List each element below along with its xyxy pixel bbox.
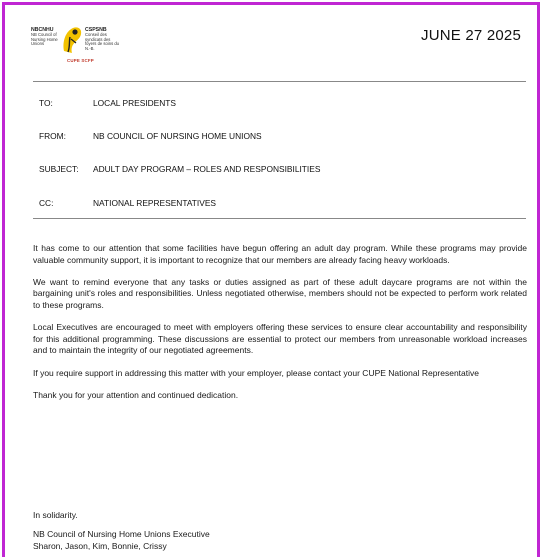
header-value: LOCAL PRESIDENTS	[93, 98, 176, 108]
letterhead-logo	[31, 25, 123, 71]
header-label: TO:	[39, 98, 53, 108]
logo-right-text	[85, 27, 119, 51]
logo-left-text	[31, 27, 61, 47]
body-paragraph: It has come to our attention that some facilities have begun offering an adult day program. While these programs may provide valuable community support, it is important to recognize that our members are already facing heavy workloads.	[33, 243, 527, 265]
memo-page	[2, 2, 540, 557]
memo-body	[33, 243, 527, 412]
body-paragraph: If you require support in addressing this matter with your employer, please contact your CUPE National Representative	[33, 367, 480, 378]
logo-right-abbr: CSPSNB	[85, 27, 107, 33]
logo-left-abbr: NBCNHU	[31, 27, 54, 33]
body-paragraph: Thank you for your attention and continued dedication.	[33, 389, 239, 400]
header-label: CC:	[39, 198, 54, 208]
memo-date: JUNE 27 2025	[421, 27, 521, 44]
cupe-logo: CUPE SCFP	[67, 58, 94, 63]
header-value: ADULT DAY PROGRAM – ROLES AND RESPONSIBILITIES	[93, 164, 321, 174]
body-paragraph: We want to remind everyone that any tasks or duties assigned as part of these adult daycare programs are not within the bargaining unit's roles and responsibilities. Unless negotiated otherwise, members should not be expected to perform work related to these programs.	[33, 276, 527, 310]
logo-right-name: Conseil des syndicats des foyers de soins du N.-B.	[85, 32, 119, 51]
header-divider-bottom	[33, 218, 526, 219]
header-divider-top	[33, 81, 526, 82]
header-label: FROM:	[39, 131, 66, 141]
signature-names: Sharon, Jason, Kim, Bonnie, Crissy	[33, 540, 167, 551]
header-value: NB COUNCIL OF NURSING HOME UNIONS	[93, 131, 262, 141]
header-label: SUBJECT:	[39, 164, 79, 174]
closing-line: In solidarity.	[33, 510, 78, 520]
header-value: NATIONAL REPRESENTATIVES	[93, 198, 217, 208]
logo-left-name: NB Council of Nursing Home Unions	[31, 32, 58, 47]
nursing-home-emblem-icon	[60, 25, 84, 55]
signature-org: NB Council of Nursing Home Unions Executive	[33, 529, 210, 539]
body-paragraph: Local Executives are encouraged to meet with employers offering these services to ensure clear accountability and responsibility for this additional programming. These discussions are essential to protect our members from unreasonable workload increases and to maintain the integrity of our negotiated agreements.	[33, 322, 527, 356]
